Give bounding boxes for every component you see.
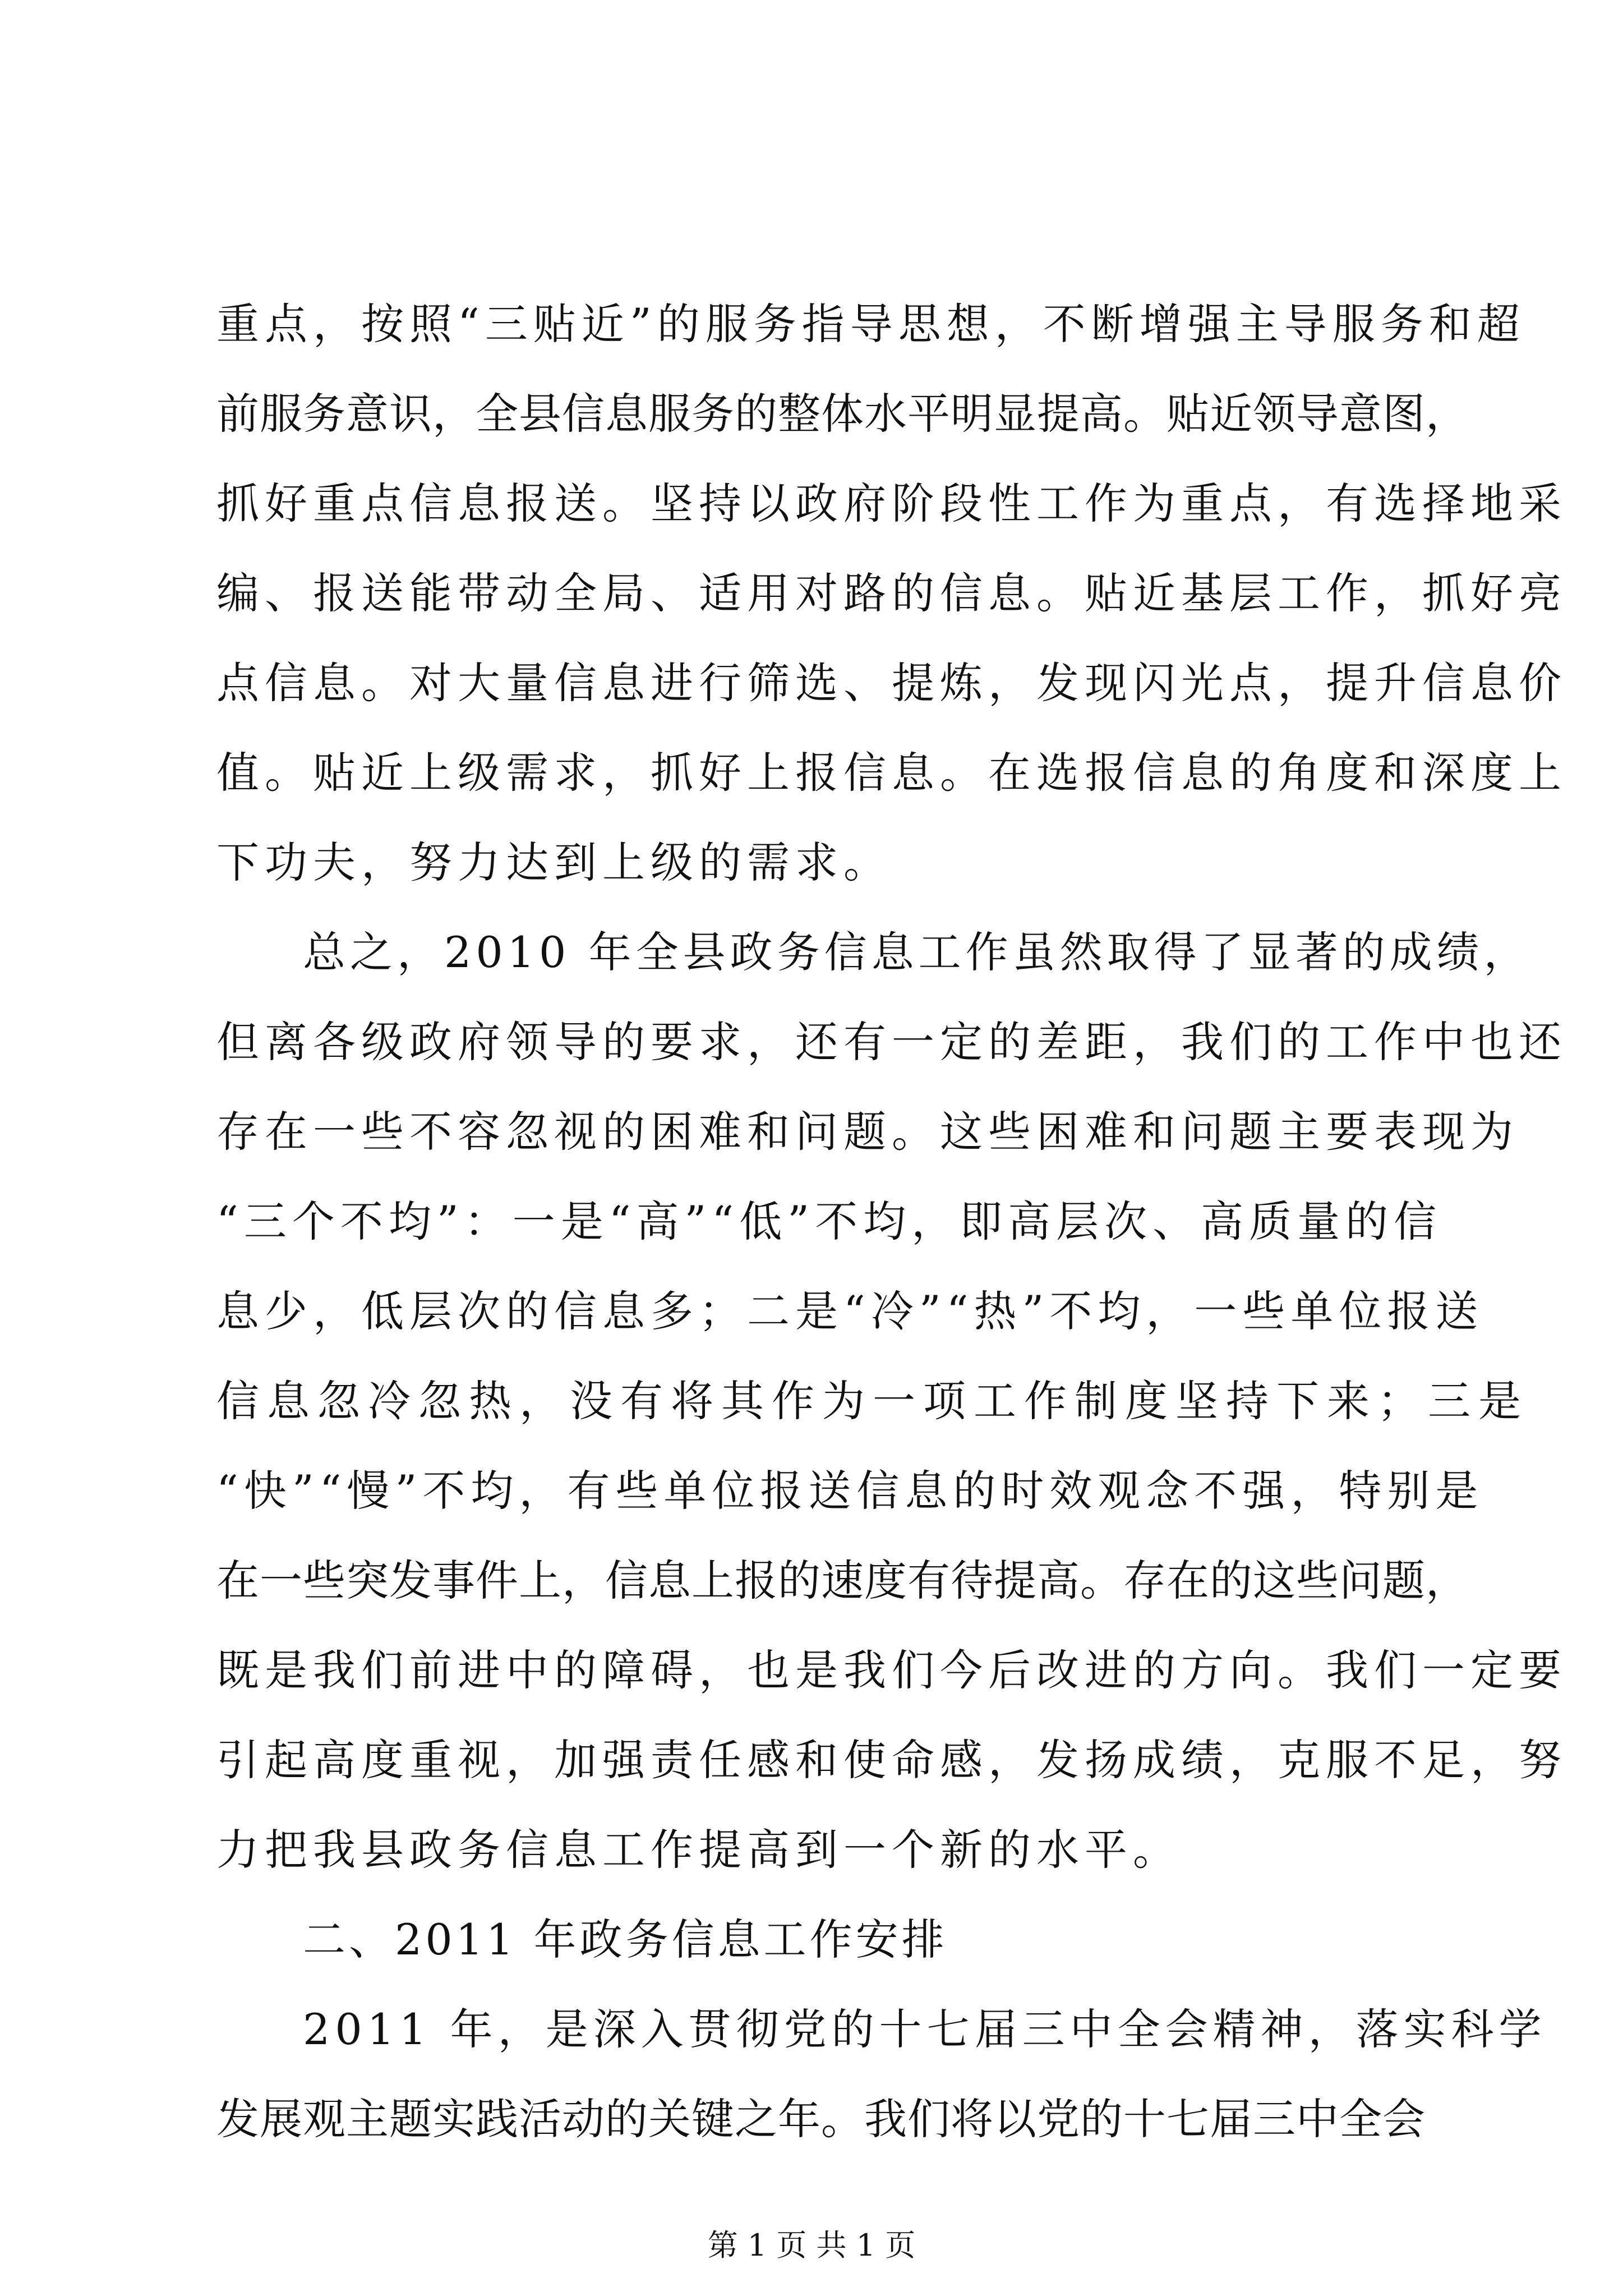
body-text-line: 编、报送能带动全局、适用对路的信息。贴近基层工作，抓好亮 [216, 568, 1567, 618]
body-text-line: 2011 年，是深入贯彻党的十七届三中全会精神，落实科学 [303, 2004, 1547, 2054]
body-text-line: 但离各级政府领导的要求，还有一定的差距，我们的工作中也还 [216, 1017, 1567, 1067]
body-text-line: 在一些突发事件上，信息上报的速度有待提高。存在的这些问题， [216, 1556, 1469, 1605]
body-text-line: 值。贴近上级需求，抓好上报信息。在选报信息的角度和深度上 [216, 748, 1567, 798]
body-text-line: “三个不均”：一是“高”“低”不均，即高层次、高质量的信 [216, 1197, 1442, 1246]
page-number-footer: 第 1 页 共 1 页 [707, 2228, 916, 2263]
body-text-line: “快”“慢”不均，有些单位报送信息的时效观念不强，特别是 [216, 1466, 1484, 1516]
body-text-line: 前服务意识，全县信息服务的整体水平明显提高。贴近领导意图， [216, 389, 1469, 439]
body-text-line: 既是我们前进中的障碍，也是我们今后改进的方向。我们一定要 [216, 1645, 1567, 1695]
section-heading: 二、2011 年政务信息工作安排 [303, 1915, 948, 1964]
body-text-line: 引起高度重视，加强责任感和使命感，发扬成绩，克服不足，努 [216, 1735, 1567, 1785]
body-text-line: 发展观主题实践活动的关键之年。我们将以党的十七届三中全会 [216, 2094, 1426, 2144]
body-text-line: 息少，低层次的信息多；二是“冷”“热”不均，一些单位报送 [216, 1286, 1484, 1336]
body-text-line: 下功夫，努力达到上级的需求。 [216, 838, 892, 887]
body-text-line: 力把我县政务信息工作提高到一个新的水平。 [216, 1825, 1181, 1875]
body-text-line: 总之，2010 年全县政务信息工作虽然取得了显著的成绩， [303, 927, 1531, 977]
body-text-line: 点信息。对大量信息进行筛选、提炼，发现闪光点，提升信息价 [216, 658, 1567, 708]
body-text-line: 抓好重点信息报送。坚持以政府阶段性工作为重点，有选择地采 [216, 478, 1567, 528]
body-text-line: 信息忽冷忽热，没有将其作为一项工作制度坚持下来；三是 [216, 1376, 1529, 1426]
body-text-line: 存在一些不容忽视的困难和问题。这些困难和问题主要表现为 [216, 1107, 1519, 1157]
body-text-line: 重点，按照“三贴近”的服务指导思想，不断增强主导服务和超 [216, 299, 1525, 349]
